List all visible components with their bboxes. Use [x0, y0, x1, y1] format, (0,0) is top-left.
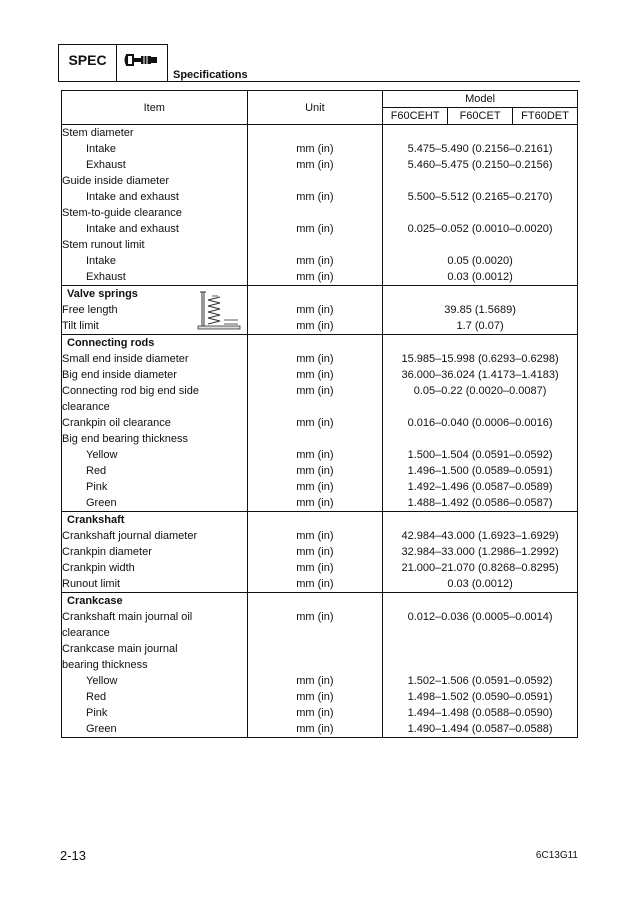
- value-cell: 32.984–33.000 (1.2986–1.2992): [383, 544, 578, 560]
- col-header-model-3: FT60DET: [513, 108, 578, 125]
- item-label: Stem-to-guide clearance: [62, 205, 248, 221]
- micrometer-icon: [117, 45, 167, 81]
- value-cell: 1.494–1.498 (0.0588–0.0590): [383, 705, 578, 721]
- unit-cell: mm (in): [247, 560, 383, 576]
- table-row: [62, 689, 578, 705]
- unit-cell: mm (in): [247, 544, 383, 560]
- table-row: [62, 657, 578, 673]
- item-label: Big end bearing thickness: [62, 431, 248, 447]
- unit-cell: mm (in): [247, 253, 383, 269]
- col-header-model: Model: [383, 91, 578, 108]
- table-row: [62, 302, 578, 318]
- unit-cell: mm (in): [247, 415, 383, 431]
- value-cell: 42.984–43.000 (1.6923–1.6929): [383, 528, 578, 544]
- unit-cell: mm (in): [247, 576, 383, 593]
- value-cell: 36.000–36.024 (1.4173–1.4183): [383, 367, 578, 383]
- unit-cell: mm (in): [247, 351, 383, 367]
- table-row: [62, 721, 578, 738]
- unit-cell: mm (in): [247, 705, 383, 721]
- table-row: [62, 609, 578, 625]
- unit-cell: mm (in): [247, 157, 383, 173]
- value-cell: 0.016–0.040 (0.0006–0.0016): [383, 415, 578, 431]
- item-label: Yellow: [62, 447, 248, 463]
- table-row: [62, 463, 578, 479]
- spec-header-box: [58, 44, 168, 82]
- item-label: Small end inside diameter: [62, 351, 248, 367]
- table-row: [62, 544, 578, 560]
- table-row: [62, 205, 578, 221]
- table-row: [62, 399, 578, 415]
- item-label: Guide inside diameter: [62, 173, 248, 189]
- table-row: [62, 495, 578, 512]
- value-cell: 0.012–0.036 (0.0005–0.0014): [383, 609, 578, 625]
- item-label: Exhaust: [62, 269, 248, 286]
- unit-cell: mm (in): [247, 721, 383, 738]
- value-cell: 1.492–1.496 (0.0587–0.0589): [383, 479, 578, 495]
- item-label: clearance: [62, 625, 248, 641]
- unit-cell: mm (in): [247, 673, 383, 689]
- table-row: [62, 479, 578, 495]
- table-row: [62, 431, 578, 447]
- table-row: [62, 625, 578, 641]
- value-cell: 39.85 (1.5689): [383, 302, 578, 318]
- item-label: Intake: [62, 253, 248, 269]
- item-label: Pink: [62, 705, 248, 721]
- unit-cell: mm (in): [247, 367, 383, 383]
- unit-cell: mm (in): [247, 269, 383, 286]
- item-label: Big end inside diameter: [62, 367, 248, 383]
- section-title-connecting-rods: Connecting rods: [62, 335, 248, 352]
- value-cell: 0.05 (0.0020): [383, 253, 578, 269]
- table-row: [62, 189, 578, 205]
- page-number: 2-13: [60, 848, 87, 863]
- section-title-valve-springs: Valve springs: [62, 286, 248, 303]
- unit-cell: mm (in): [247, 689, 383, 705]
- table-row: [62, 173, 578, 189]
- value-cell: 1.7 (0.07): [383, 318, 578, 335]
- value-cell: 1.498–1.502 (0.0590–0.0591): [383, 689, 578, 705]
- table-row: [62, 447, 578, 463]
- item-label: Crankpin diameter: [62, 544, 248, 560]
- table-row: [62, 221, 578, 237]
- item-label: Red: [62, 689, 248, 705]
- item-label: Crankshaft main journal oil: [62, 609, 248, 625]
- value-cell: 5.500–5.512 (0.2165–0.2170): [383, 189, 578, 205]
- spec-label: SPEC: [59, 45, 117, 81]
- item-label: Free length: [62, 302, 248, 318]
- item-label: Yellow: [62, 673, 248, 689]
- table-row: [62, 125, 578, 142]
- item-label: Stem runout limit: [62, 237, 248, 253]
- table-row: [62, 560, 578, 576]
- unit-cell: mm (in): [247, 302, 383, 318]
- section-title: Specifications: [173, 69, 248, 81]
- unit-cell: mm (in): [247, 463, 383, 479]
- table-row: [62, 641, 578, 657]
- value-cell: 1.496–1.500 (0.0589–0.0591): [383, 463, 578, 479]
- spec-table: [61, 90, 578, 738]
- document-code: 6C13G11: [535, 850, 578, 861]
- table-row: [62, 705, 578, 721]
- table-row: [62, 528, 578, 544]
- unit-cell: mm (in): [247, 528, 383, 544]
- section-row: [62, 286, 578, 303]
- item-label: bearing thickness: [62, 657, 248, 673]
- table-row: [62, 351, 578, 367]
- unit-cell: mm (in): [247, 189, 383, 205]
- unit-cell: mm (in): [247, 383, 383, 399]
- item-label: Red: [62, 463, 248, 479]
- item-label: Connecting rod big end side: [62, 383, 248, 399]
- item-label: Green: [62, 495, 248, 512]
- value-cell: 0.05–0.22 (0.0020–0.0087): [383, 383, 578, 399]
- table-row: [62, 269, 578, 286]
- value-cell: 1.500–1.504 (0.0591–0.0592): [383, 447, 578, 463]
- table-row: [62, 367, 578, 383]
- unit-cell: mm (in): [247, 609, 383, 625]
- item-label: Crankpin oil clearance: [62, 415, 248, 431]
- section-row: [62, 335, 578, 352]
- item-label: Pink: [62, 479, 248, 495]
- item-label: Crankshaft journal diameter: [62, 528, 248, 544]
- table-row: [62, 157, 578, 173]
- section-title-crankshaft: Crankshaft: [62, 512, 248, 529]
- item-label: Stem diameter: [62, 125, 248, 142]
- value-cell: 5.475–5.490 (0.2156–0.2161): [383, 141, 578, 157]
- col-header-unit: Unit: [247, 91, 383, 125]
- col-header-model-1: F60CEHT: [383, 108, 448, 125]
- unit-cell: mm (in): [247, 447, 383, 463]
- item-label: Tilt limit: [62, 318, 248, 335]
- item-label: Intake and exhaust: [62, 189, 248, 205]
- item-label: Exhaust: [62, 157, 248, 173]
- value-cell: 0.025–0.052 (0.0010–0.0020): [383, 221, 578, 237]
- item-label: Green: [62, 721, 248, 738]
- value-cell: 0.03 (0.0012): [383, 269, 578, 286]
- unit-cell: mm (in): [247, 221, 383, 237]
- col-header-model-2: F60CET: [448, 108, 513, 125]
- table-row: [62, 576, 578, 593]
- value-cell: 0.03 (0.0012): [383, 576, 578, 593]
- table-row: [62, 318, 578, 335]
- item-label: clearance: [62, 399, 248, 415]
- section-title-crankcase: Crankcase: [62, 593, 248, 610]
- table-row: [62, 383, 578, 399]
- value-cell: 5.460–5.475 (0.2150–0.2156): [383, 157, 578, 173]
- value-cell: 15.985–15.998 (0.6293–0.6298): [383, 351, 578, 367]
- table-row: [62, 237, 578, 253]
- item-label: Runout limit: [62, 576, 248, 593]
- valve-spring-diagram-icon: [194, 286, 244, 332]
- col-header-item: Item: [62, 91, 248, 125]
- unit-cell: mm (in): [247, 141, 383, 157]
- table-row: [62, 253, 578, 269]
- table-row: [62, 415, 578, 431]
- section-row: [62, 512, 578, 529]
- table-row: [62, 673, 578, 689]
- unit-cell: mm (in): [247, 318, 383, 335]
- item-label: Intake and exhaust: [62, 221, 248, 237]
- header-rule: [168, 81, 580, 82]
- unit-cell: mm (in): [247, 495, 383, 512]
- value-cell: 21.000–21.070 (0.8268–0.8295): [383, 560, 578, 576]
- section-row: [62, 593, 578, 610]
- item-label: Intake: [62, 141, 248, 157]
- unit-cell: mm (in): [247, 479, 383, 495]
- table-row: [62, 141, 578, 157]
- item-label: Crankpin width: [62, 560, 248, 576]
- value-cell: 1.488–1.492 (0.0586–0.0587): [383, 495, 578, 512]
- value-cell: 1.490–1.494 (0.0587–0.0588): [383, 721, 578, 738]
- value-cell: 1.502–1.506 (0.0591–0.0592): [383, 673, 578, 689]
- item-label: Crankcase main journal: [62, 641, 248, 657]
